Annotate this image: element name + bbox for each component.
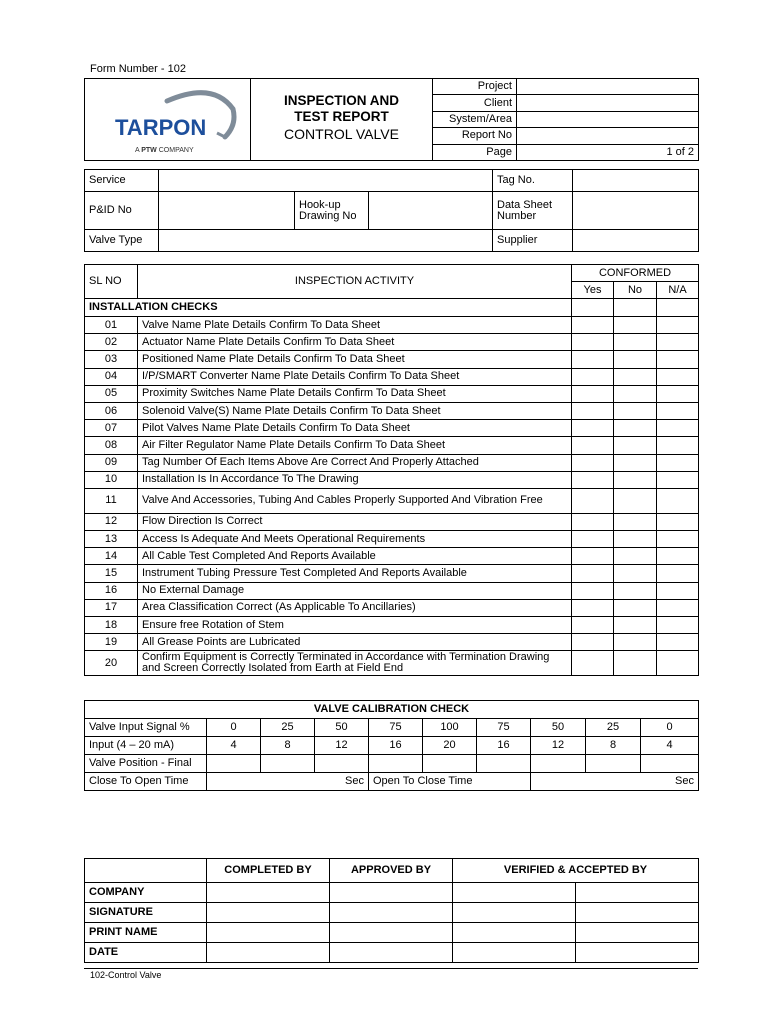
table-row (85, 402, 699, 419)
row-conformed-yes[interactable] (572, 402, 614, 419)
col-inspection-activity: INSPECTION ACTIVITY (138, 265, 572, 299)
signal-value: 0 (641, 719, 699, 737)
signoff-cell[interactable] (576, 883, 699, 903)
row-sl-no: 10 (85, 471, 138, 488)
signal-value: 0 (207, 719, 261, 737)
table-row (85, 565, 699, 582)
table-row (85, 368, 699, 385)
input-value: 8 (261, 737, 315, 755)
calibration-table (84, 700, 699, 791)
row-conformed-na[interactable] (657, 317, 699, 334)
signoff-table (84, 858, 699, 963)
row-conformed-yes[interactable] (572, 651, 614, 676)
signal-value: 50 (531, 719, 586, 737)
open-close-sec[interactable]: Sec (531, 773, 699, 791)
table-row (85, 617, 699, 634)
form-number: Form Number - 102 (90, 63, 186, 75)
row-conformed-na[interactable] (657, 582, 699, 599)
row-sl-no: 05 (85, 385, 138, 402)
field-label-page: Page (433, 144, 517, 160)
signoff-cell[interactable] (207, 903, 330, 923)
position-value[interactable] (369, 755, 423, 773)
col-sl-no: SL NO (85, 265, 138, 299)
row-conformed-na[interactable] (657, 488, 699, 513)
row-conformed-no[interactable] (614, 634, 657, 651)
calibration-title: VALVE CALIBRATION CHECK (85, 701, 699, 719)
field-value-page: 1 of 2 (517, 144, 699, 160)
row-conformed-yes[interactable] (572, 513, 614, 530)
row-activity: Pilot Valves Name Plate Details Confirm To Data Sheet (138, 420, 572, 437)
position-value[interactable] (641, 755, 699, 773)
row-activity: Flow Direction Is Correct (138, 513, 572, 530)
signoff-cell[interactable] (207, 943, 330, 963)
table-row (85, 599, 699, 616)
service-label: Service (85, 170, 159, 192)
row-conformed-na[interactable] (657, 617, 699, 634)
col-conformed: CONFORMED (572, 265, 699, 282)
row-conformed-no[interactable] (614, 599, 657, 616)
row-conformed-no[interactable] (614, 582, 657, 599)
row-sl-no: 08 (85, 437, 138, 454)
row-sl-no: 17 (85, 599, 138, 616)
input-value: 4 (641, 737, 699, 755)
row-sl-no: 06 (85, 402, 138, 419)
row-conformed-no[interactable] (614, 454, 657, 471)
row-sl-no: 07 (85, 420, 138, 437)
position-value[interactable] (531, 755, 586, 773)
row-conformed-yes[interactable] (572, 351, 614, 368)
signoff-row (85, 903, 699, 923)
row-conformed-no[interactable] (614, 402, 657, 419)
row-sl-no: 20 (85, 651, 138, 676)
row-sl-no: 16 (85, 582, 138, 599)
row-activity: Instrument Tubing Pressure Test Completed And Reports Available (138, 565, 572, 582)
row-activity: Positioned Name Plate Details Confirm To Data Sheet (138, 351, 572, 368)
row-activity: Solenoid Valve(S) Name Plate Details Confirm To Data Sheet (138, 402, 572, 419)
table-row (85, 488, 699, 513)
field-label-report-no: Report No (433, 128, 517, 144)
row-activity: All Grease Points are Lubricated (138, 634, 572, 651)
table-row (85, 471, 699, 488)
row-activity: Area Classification Correct (As Applicable To Ancillaries) (138, 599, 572, 616)
row-conformed-no[interactable] (614, 651, 657, 676)
row-conformed-yes[interactable] (572, 437, 614, 454)
hookup-label: Hook-up Drawing No (295, 192, 369, 230)
valve-type-value[interactable] (159, 230, 493, 252)
section-no[interactable] (614, 299, 657, 317)
row-conformed-na[interactable] (657, 437, 699, 454)
row-sl-no: 14 (85, 548, 138, 565)
table-row (85, 454, 699, 471)
table-row (85, 651, 699, 676)
row-conformed-no[interactable] (614, 317, 657, 334)
signoff-cell[interactable] (330, 923, 453, 943)
row-conformed-yes[interactable] (572, 599, 614, 616)
table-row (85, 582, 699, 599)
pid-no-value[interactable] (159, 192, 295, 230)
row-conformed-yes[interactable] (572, 385, 614, 402)
row-conformed-no[interactable] (614, 617, 657, 634)
table-row (85, 513, 699, 530)
row-conformed-na[interactable] (657, 634, 699, 651)
row-activity: Valve Name Plate Details Confirm To Data Sheet (138, 317, 572, 334)
tag-no-label: Tag No. (493, 170, 573, 192)
row-conformed-yes[interactable] (572, 420, 614, 437)
signoff-row (85, 883, 699, 903)
row-conformed-no[interactable] (614, 351, 657, 368)
pid-no-label: P&ID No (85, 192, 159, 230)
supplier-value[interactable] (573, 230, 699, 252)
hookup-value[interactable] (369, 192, 493, 230)
signal-label: Valve Input Signal % (85, 719, 207, 737)
row-activity: Installation Is In Accordance To The Drawing (138, 471, 572, 488)
report-subtitle: CONTROL VALVE (284, 126, 399, 142)
table-row (85, 351, 699, 368)
row-activity: All Cable Test Completed And Reports Available (138, 548, 572, 565)
section-installation-checks: INSTALLATION CHECKS (85, 299, 572, 317)
signoff-cell[interactable] (453, 943, 576, 963)
input-label: Input (4 – 20 mA) (85, 737, 207, 755)
signoff-row-label: DATE (85, 943, 207, 963)
inspection-table (84, 264, 699, 676)
row-conformed-yes[interactable] (572, 565, 614, 582)
signoff-row (85, 923, 699, 943)
valve-type-label: Valve Type (85, 230, 159, 252)
row-conformed-no[interactable] (614, 565, 657, 582)
field-label-client: Client (433, 95, 517, 111)
input-value: 20 (423, 737, 477, 755)
report-title: INSPECTION AND TEST REPORT CONTROL VALVE (251, 79, 433, 161)
row-activity: Tag Number Of Each Items Above Are Correct And Properly Attached (138, 454, 572, 471)
row-conformed-yes[interactable] (572, 582, 614, 599)
row-conformed-no[interactable] (614, 531, 657, 548)
table-row (85, 385, 699, 402)
row-conformed-na[interactable] (657, 385, 699, 402)
row-conformed-no[interactable] (614, 368, 657, 385)
row-conformed-yes[interactable] (572, 317, 614, 334)
row-conformed-na[interactable] (657, 420, 699, 437)
row-conformed-na[interactable] (657, 651, 699, 676)
input-value: 8 (586, 737, 641, 755)
table-row (85, 531, 699, 548)
field-value-project[interactable] (517, 79, 699, 95)
svg-text:A PTW COMPANY: A PTW COMPANY (135, 147, 194, 154)
signoff-cell[interactable] (207, 923, 330, 943)
row-sl-no: 01 (85, 317, 138, 334)
row-conformed-yes[interactable] (572, 454, 614, 471)
signoff-corner (85, 859, 207, 883)
position-label: Valve Position - Final (85, 755, 207, 773)
signoff-cell[interactable] (330, 883, 453, 903)
row-conformed-yes[interactable] (572, 634, 614, 651)
row-sl-no: 12 (85, 513, 138, 530)
tag-no-value[interactable] (573, 170, 699, 192)
row-sl-no: 15 (85, 565, 138, 582)
signoff-cell[interactable] (330, 903, 453, 923)
signoff-cell[interactable] (207, 883, 330, 903)
row-conformed-na[interactable] (657, 513, 699, 530)
data-sheet-value[interactable] (573, 192, 699, 230)
row-activity: Access Is Adequate And Meets Operational Requirements (138, 531, 572, 548)
table-row (85, 420, 699, 437)
signoff-cell[interactable] (453, 903, 576, 923)
field-label-project: Project (433, 79, 517, 95)
completed-by-header: COMPLETED BY (207, 859, 330, 883)
table-row (85, 317, 699, 334)
input-value: 12 (315, 737, 369, 755)
row-sl-no: 09 (85, 454, 138, 471)
row-activity: I/P/SMART Converter Name Plate Details Confirm To Data Sheet (138, 368, 572, 385)
position-value[interactable] (586, 755, 641, 773)
footer-rule (84, 968, 698, 969)
row-conformed-no[interactable] (614, 513, 657, 530)
service-value[interactable] (159, 170, 493, 192)
row-sl-no: 02 (85, 334, 138, 351)
field-value-client[interactable] (517, 95, 699, 111)
signal-value: 100 (423, 719, 477, 737)
signoff-row (85, 943, 699, 963)
row-conformed-na[interactable] (657, 334, 699, 351)
signoff-cell[interactable] (576, 923, 699, 943)
signoff-cell[interactable] (330, 943, 453, 963)
row-sl-no: 03 (85, 351, 138, 368)
input-value: 12 (531, 737, 586, 755)
table-row (85, 548, 699, 565)
table-row (85, 334, 699, 351)
close-open-sec[interactable]: Sec (207, 773, 369, 791)
row-conformed-no[interactable] (614, 548, 657, 565)
signoff-row-label: COMPANY (85, 883, 207, 903)
footer-label: 102-Control Valve (90, 970, 162, 980)
row-sl-no: 04 (85, 368, 138, 385)
signoff-rows (85, 883, 699, 963)
section-na[interactable] (657, 299, 699, 317)
row-conformed-no[interactable] (614, 437, 657, 454)
signoff-cell[interactable] (453, 883, 576, 903)
row-activity: No External Damage (138, 582, 572, 599)
row-conformed-yes[interactable] (572, 471, 614, 488)
row-conformed-yes[interactable] (572, 368, 614, 385)
tarpon-logo-icon (85, 79, 251, 157)
input-value: 16 (369, 737, 423, 755)
row-activity: Proximity Switches Name Plate Details Confirm To Data Sheet (138, 385, 572, 402)
header-table (84, 78, 699, 161)
row-conformed-na[interactable] (657, 565, 699, 582)
position-value[interactable] (261, 755, 315, 773)
inspection-rows (85, 317, 699, 676)
table-row (85, 437, 699, 454)
row-activity: Ensure free Rotation of Stem (138, 617, 572, 634)
row-conformed-na[interactable] (657, 351, 699, 368)
approved-by-header: APPROVED BY (330, 859, 453, 883)
row-conformed-yes[interactable] (572, 488, 614, 513)
col-na: N/A (657, 282, 699, 299)
row-conformed-na[interactable] (657, 402, 699, 419)
row-sl-no: 11 (85, 488, 138, 513)
signal-value: 25 (261, 719, 315, 737)
signoff-row-label: PRINT NAME (85, 923, 207, 943)
row-activity: Valve And Accessories, Tubing And Cables Properly Supported And Vibration Free (138, 488, 572, 513)
row-conformed-yes[interactable] (572, 617, 614, 634)
row-activity: Actuator Name Plate Details Confirm To Data Sheet (138, 334, 572, 351)
signal-value: 75 (369, 719, 423, 737)
position-value[interactable] (477, 755, 531, 773)
col-yes: Yes (572, 282, 614, 299)
row-activity: Confirm Equipment is Correctly Terminated in Accordance with Termination Drawing and Screen Correctly Isolated from Earth at Field End (138, 651, 572, 676)
row-conformed-yes[interactable] (572, 531, 614, 548)
info-table (84, 169, 699, 252)
verified-by-header: VERIFIED & ACCEPTED BY (453, 859, 699, 883)
row-conformed-na[interactable] (657, 454, 699, 471)
row-conformed-no[interactable] (614, 488, 657, 513)
col-no: No (614, 282, 657, 299)
row-conformed-na[interactable] (657, 471, 699, 488)
row-conformed-yes[interactable] (572, 548, 614, 565)
row-sl-no: 18 (85, 617, 138, 634)
signal-value: 25 (586, 719, 641, 737)
row-activity: Air Filter Regulator Name Plate Details Confirm To Data Sheet (138, 437, 572, 454)
logo-cell (85, 79, 251, 161)
section-yes[interactable] (572, 299, 614, 317)
row-conformed-no[interactable] (614, 334, 657, 351)
signal-value: 50 (315, 719, 369, 737)
position-value[interactable] (423, 755, 477, 773)
row-conformed-na[interactable] (657, 599, 699, 616)
open-close-label: Open To Close Time (369, 773, 531, 791)
signoff-cell[interactable] (576, 903, 699, 923)
row-conformed-no[interactable] (614, 420, 657, 437)
position-value[interactable] (207, 755, 261, 773)
signoff-cell[interactable] (576, 943, 699, 963)
row-sl-no: 13 (85, 531, 138, 548)
row-conformed-no[interactable] (614, 471, 657, 488)
field-value-report-no[interactable] (517, 128, 699, 144)
field-label-system: System/Area (433, 111, 517, 127)
position-value[interactable] (315, 755, 369, 773)
row-conformed-yes[interactable] (572, 334, 614, 351)
row-conformed-na[interactable] (657, 548, 699, 565)
row-conformed-na[interactable] (657, 368, 699, 385)
logo-brand: TARPON (115, 115, 207, 140)
row-conformed-no[interactable] (614, 385, 657, 402)
input-value: 4 (207, 737, 261, 755)
row-sl-no: 19 (85, 634, 138, 651)
signal-value: 75 (477, 719, 531, 737)
input-value: 16 (477, 737, 531, 755)
field-value-system[interactable] (517, 111, 699, 127)
close-open-label: Close To Open Time (85, 773, 207, 791)
table-row (85, 634, 699, 651)
data-sheet-label: Data Sheet Number (493, 192, 573, 230)
signoff-row-label: SIGNATURE (85, 903, 207, 923)
row-conformed-na[interactable] (657, 531, 699, 548)
supplier-label: Supplier (493, 230, 573, 252)
signoff-cell[interactable] (453, 923, 576, 943)
